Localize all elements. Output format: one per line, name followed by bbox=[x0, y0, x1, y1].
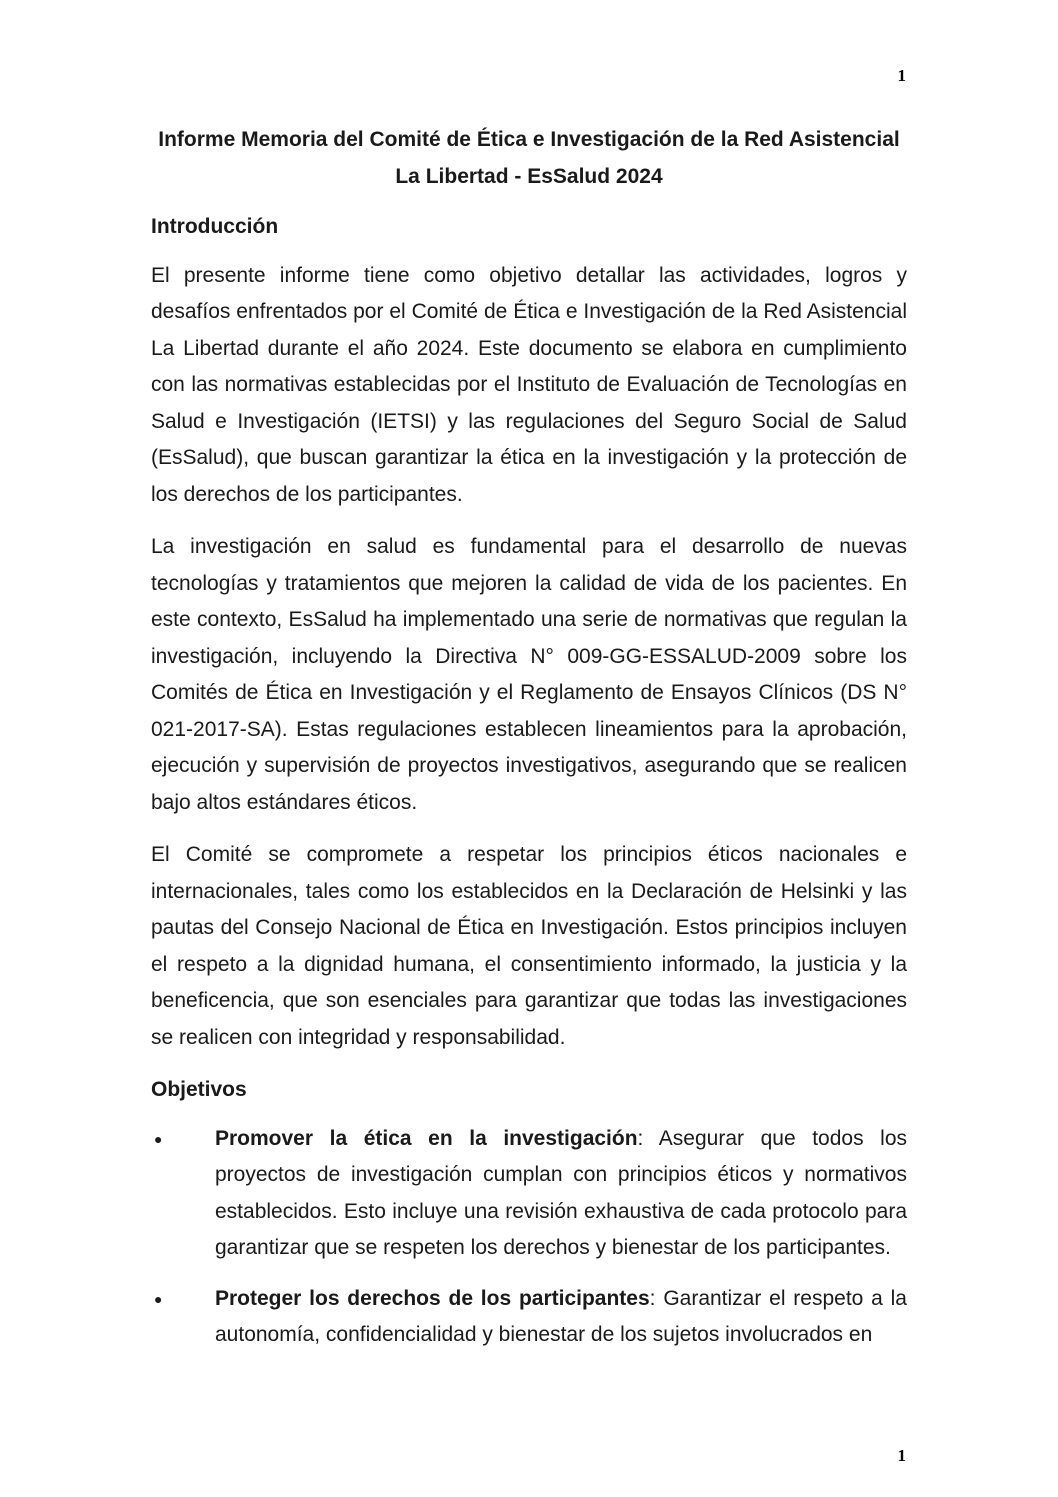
bullet-icon: ● bbox=[154, 1130, 163, 1147]
page-number-top: 1 bbox=[897, 66, 906, 85]
document-body bbox=[151, 122, 907, 1368]
objective-item bbox=[151, 1281, 907, 1354]
objective-text: : Garantizar el respeto a la autonomía, confidencialidad y bienestar de los sujetos involucrados en bbox=[215, 1286, 907, 1346]
objective-item bbox=[151, 1121, 907, 1267]
introduction-heading: Introducción bbox=[151, 215, 279, 238]
objective-title: Proteger los derechos de los participantes bbox=[215, 1286, 650, 1310]
title-line-2: La Libertad - EsSalud 2024 bbox=[395, 164, 663, 188]
paragraph: La investigación en salud es fundamental para el desarrollo de nuevas tecnologías y tratamientos que mejoren la calidad de vida de los pacientes. En este contexto, EsSalud ha implementado una serie de normativas que regulan la investigación, incluyendo la Directiva N° 009-GG-ESSALUD-2009 sobre los Comités de Ética en Investigación y el Reglamento de Ensayos Clínicos (DS N° 021-2017-SA). Estas regulaciones establecen lineamientos para la aprobación, ejecución y supervisión de proyectos investigativos, asegurando que se realicen bajo altos estándares éticos. bbox=[151, 535, 907, 814]
bullet-icon: ● bbox=[154, 1290, 163, 1307]
document-title bbox=[151, 122, 907, 195]
page-number-bottom: 1 bbox=[897, 1446, 906, 1465]
paragraph: El Comité se compromete a respetar los principios éticos nacionales e internacionales, tales como los establecidos en la Declaración de Helsinki y las pautas del Consejo Nacional de Ética en Investigación. Estos principios incluyen el respeto a la dignidad humana, el consentimiento informado, la justicia y la beneficencia, que son esenciales para garantizar que todas las investigaciones se realicen con integridad y responsabilidad. bbox=[151, 843, 907, 1049]
objectives-heading: Objetivos bbox=[151, 1078, 247, 1101]
objectives-list bbox=[151, 1121, 907, 1354]
paragraph: El presente informe tiene como objetivo detallar las actividades, logros y desafíos enfrentados por el Comité de Ética e Investigación de la Red Asistencial La Libertad durante el año 2024. Este documento se elabora en cumplimiento con las normativas establecidas por el Instituto de Evaluación de Tecnologías en Salud e Investigación (IETSI) y las regulaciones del Seguro Social de Salud (EsSalud), que buscan garantizar la ética en la investigación y la protección de los derechos de los participantes. bbox=[151, 263, 907, 506]
objective-text: : Asegurar que todos los proyectos de investigación cumplan con principios éticos y normativos establecidos. Esto incluye una revisión exhaustiva de cada protocolo para garantizar que se respeten los derechos y bienestar de los participantes. bbox=[215, 1126, 908, 1259]
title-line-1: Informe Memoria del Comité de Ética e Investigación de la Red Asistencial bbox=[158, 128, 900, 151]
objective-title: Promover la ética en la investigación bbox=[215, 1126, 638, 1150]
